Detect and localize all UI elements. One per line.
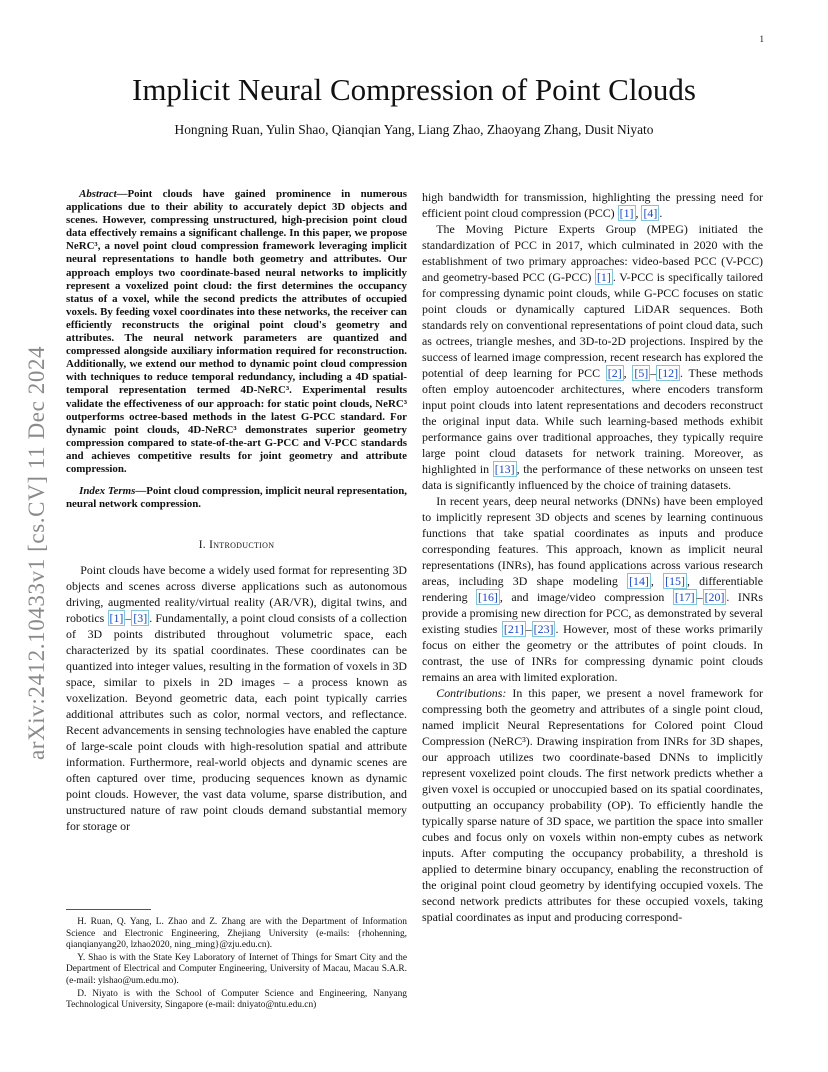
citation-link[interactable]: [15] [665, 574, 685, 588]
citation-link[interactable]: [1] [109, 611, 124, 626]
footnote-affiliation-um: Y. Shao is with the State Key Laboratory of Internet of Things for Smart City and the Department of Electrical and Computer Engineering, University of Macau, Macau S.A.R. (e-mail: ylshao@um.edu.mo). [66, 952, 407, 986]
citation-link[interactable]: [12] [658, 366, 679, 380]
left-column [66, 188, 407, 834]
page-number: 1 [759, 34, 764, 44]
citation-link[interactable]: [23] [533, 622, 554, 636]
right-paragraph-mpeg: The Moving Picture Experts Group (MPEG) initiated the standardization of PCC in 2017, which culminated in 2020 with the establishment of two primary approaches: video-based PCC (V-PCC) and geometry-based PCC (G-PCC) [1] . V-PCC is specifically tailored for compressing dynamic point clouds, while G-PCC focuses on static point clouds or dynamically captured LiDAR sequences. Both standards rely on conventional representations of point cloud data, such as octrees, triangle meshes, and 3D-to-2D projections. Inspired by the success of learned image compression, recent research has explored the potential of deep learning for PCC [2] , [5] – [12] . These methods often employ autoencoder architectures, where encoders transform input point clouds into latent representations and decoders reconstruct the original input data. While such learning-based methods exhibit performance gains over traditional approaches, they typically require large point cloud datasets for network training. Moreover, as highlighted in [13] , the performance of these networks on unseen test data is significantly influenced by the choice of training datasets. [422, 222, 764, 492]
citation-link[interactable]: [4] [643, 206, 658, 220]
citation-link[interactable]: [16] [478, 590, 498, 604]
footnotes [66, 912, 407, 1013]
intro-paragraph: Point clouds have become a widely used format for representing 3D objects and scenes across diverse applications such as autonomous driving, augmented reality/virtual reality (AR/VR), digital twins, and robotics [1] – [3] . Fundamentally, a point cloud consists of a collection of 3D points distributed throughout volumetric space, each characterized by its spatial coordinates. These coordinates can be quantized into integer values, resulting in the formation of voxels in 3D space, similar to pixels in 2D images – a process known as voxelization. Beyond geometric data, each point typically carries additional attributes such as color, normal vectors, and reflectance. Recent advancements in sensing technologies have enabled the capture of large-scale point clouds with high-resolution spatial and attribute information. Furthermore, real-world objects and dynamic scenes are often captured over time, producing sequences known as dynamic point clouds. However, the vast data volume, sparse distribution, and unstructured nature of raw point clouds demand substantial memory for storage or [66, 563, 408, 834]
right-column [422, 189, 763, 925]
right-paragraph-inr: In recent years, deep neural networks (DNNs) have been employed to implicitly represent 3D objects and scenes by learning continuous functions that take spatial coordinates as inputs and produce corresponding features. This approach, known as implicit neural representations (INRs), has found applications across various research areas, including 3D shape modeling [14] , [15] , differentiable rendering [16] , and image/video compression [17] – [20] . INRs provide a promising new direction for PCC, as demonstrated by several existing studies [21] – [23] . However, most of these works primarily focus on either the geometry or the attributes of point clouds. In contrast, the use of INRs for compressing dynamic point clouds remains an area with limited exploration. [422, 494, 763, 684]
citation-link[interactable]: [5] [634, 366, 649, 380]
author-list: Hongning Ruan, Yulin Shao, Qianqian Yang, Liang Zhao, Zhaoyang Zhang, Dusit Niyato [174, 122, 654, 137]
section-heading-introduction: I. Introduction [198, 539, 275, 552]
citation-link[interactable]: [21] [503, 622, 524, 636]
right-paragraph-continuation: high bandwidth for transmission, highlighting the pressing need for efficient point cloud compression (PCC) [1] , [4] . [422, 190, 763, 220]
right-paragraph-contributions [422, 685, 763, 925]
contributions-lead: Contributions: [436, 686, 507, 700]
citation-link[interactable]: [1] [596, 270, 611, 284]
index-terms [66, 485, 407, 511]
citation-link[interactable]: [2] [607, 366, 622, 380]
citation-link[interactable]: [13] [494, 462, 515, 476]
citation-link[interactable]: [1] [619, 206, 634, 220]
paper-title: Implicit Neural Compression of Point Clouds [132, 72, 696, 107]
footnote-affiliation-ntu: D. Niyato is with the School of Computer Science and Engineering, Nanyang Technological University, Singapore (e-mail: dniyato@ntu.edu.cn) [66, 988, 407, 1011]
citation-link[interactable]: [17] [674, 590, 695, 604]
citation-link[interactable]: [3] [133, 611, 148, 626]
abstract-text: —Point clouds have gained prominence in numerous applications due to their ability to accurately depict 3D objects and scenes. However, compressing unstructured, high-precision point cloud data effectively remains a significant challenge. In this paper, we propose NeRC³, a novel point cloud compression framework leveraging implicit neural representations to handle both geometry and attributes. Our approach employs two coordinate-based neural networks to implicitly represent a voxelized point cloud: the first determines the occupancy status of a voxel, while the second predicts the attributes of occupied voxels. By feeding voxel coordinates into these networks, the receiver can efficiently reconstructs the original point cloud's geometry and attributes. The neural network parameters are quantized and compressed alongside auxiliary information required for reconstruction. Additionally, we extend our method to dynamic point cloud compression with techniques to reduce temporal redundancy, including a 4D spatial-temporal representation termed 4D-NeRC³. Experimental results validate the effectiveness of our approach: for static point clouds, NeRC³ outperforms octree-based methods in the latest G-PCC standard. For dynamic point clouds, 4D-NeRC³ demonstrates superior geometry compression compared to state-of-the-art G-PCC and V-PCC standards and achieves competitive results for joint geometry and attribute compression. [66, 188, 407, 475]
contributions-text: In this paper, we present a novel framework for compressing both the geometry and attributes of a single point cloud, named implicit Neural Representations for Colored point Cloud Compression (NeRC³). Drawing inspiration from INRs for 3D shapes, our approach utilizes two coordinate-based DNNs to implicitly represent voxelized point clouds. The first network predicts whether a given voxel is occupied or unoccupied based on its spatial coordinates, outputting an occupancy probability (OP). To efficiently handle the typically sparse nature of 3D space, we partition the space into smaller cubes and focus only on voxels within non-empty cubes as network inputs. After computing the occupancy probability, a threshold is applied to determine binary occupancy, enabling the reconstruction of the original point cloud geometry by identifying occupied voxels. The second network predicts attributes for these occupied voxels, taking spatial coordinates as input and producing correspond- [422, 686, 763, 924]
index-terms-text: —Point cloud compression, implicit neural representation, neural network compression. [66, 485, 407, 511]
arxiv-stamp: arXiv:2412.10433v1 [cs.CV] 11 Dec 2024 [24, 345, 49, 760]
abstract [66, 188, 407, 476]
index-terms-lead: Index Terms [79, 485, 136, 498]
citation-link[interactable]: [20] [704, 590, 725, 604]
abstract-lead: Abstract [79, 188, 117, 200]
citation-link[interactable]: [14] [629, 574, 649, 588]
footnote-affiliation-zju: H. Ruan, Q. Yang, L. Zhao and Z. Zhang are with the Department of Information Science and Electronic Engineering, Zhejiang University (e-mails: {rhohenning, qianqianyang20, lzhao2020, ning_ming}@zju.edu.cn). [66, 917, 407, 951]
footnote-rule [66, 909, 151, 910]
